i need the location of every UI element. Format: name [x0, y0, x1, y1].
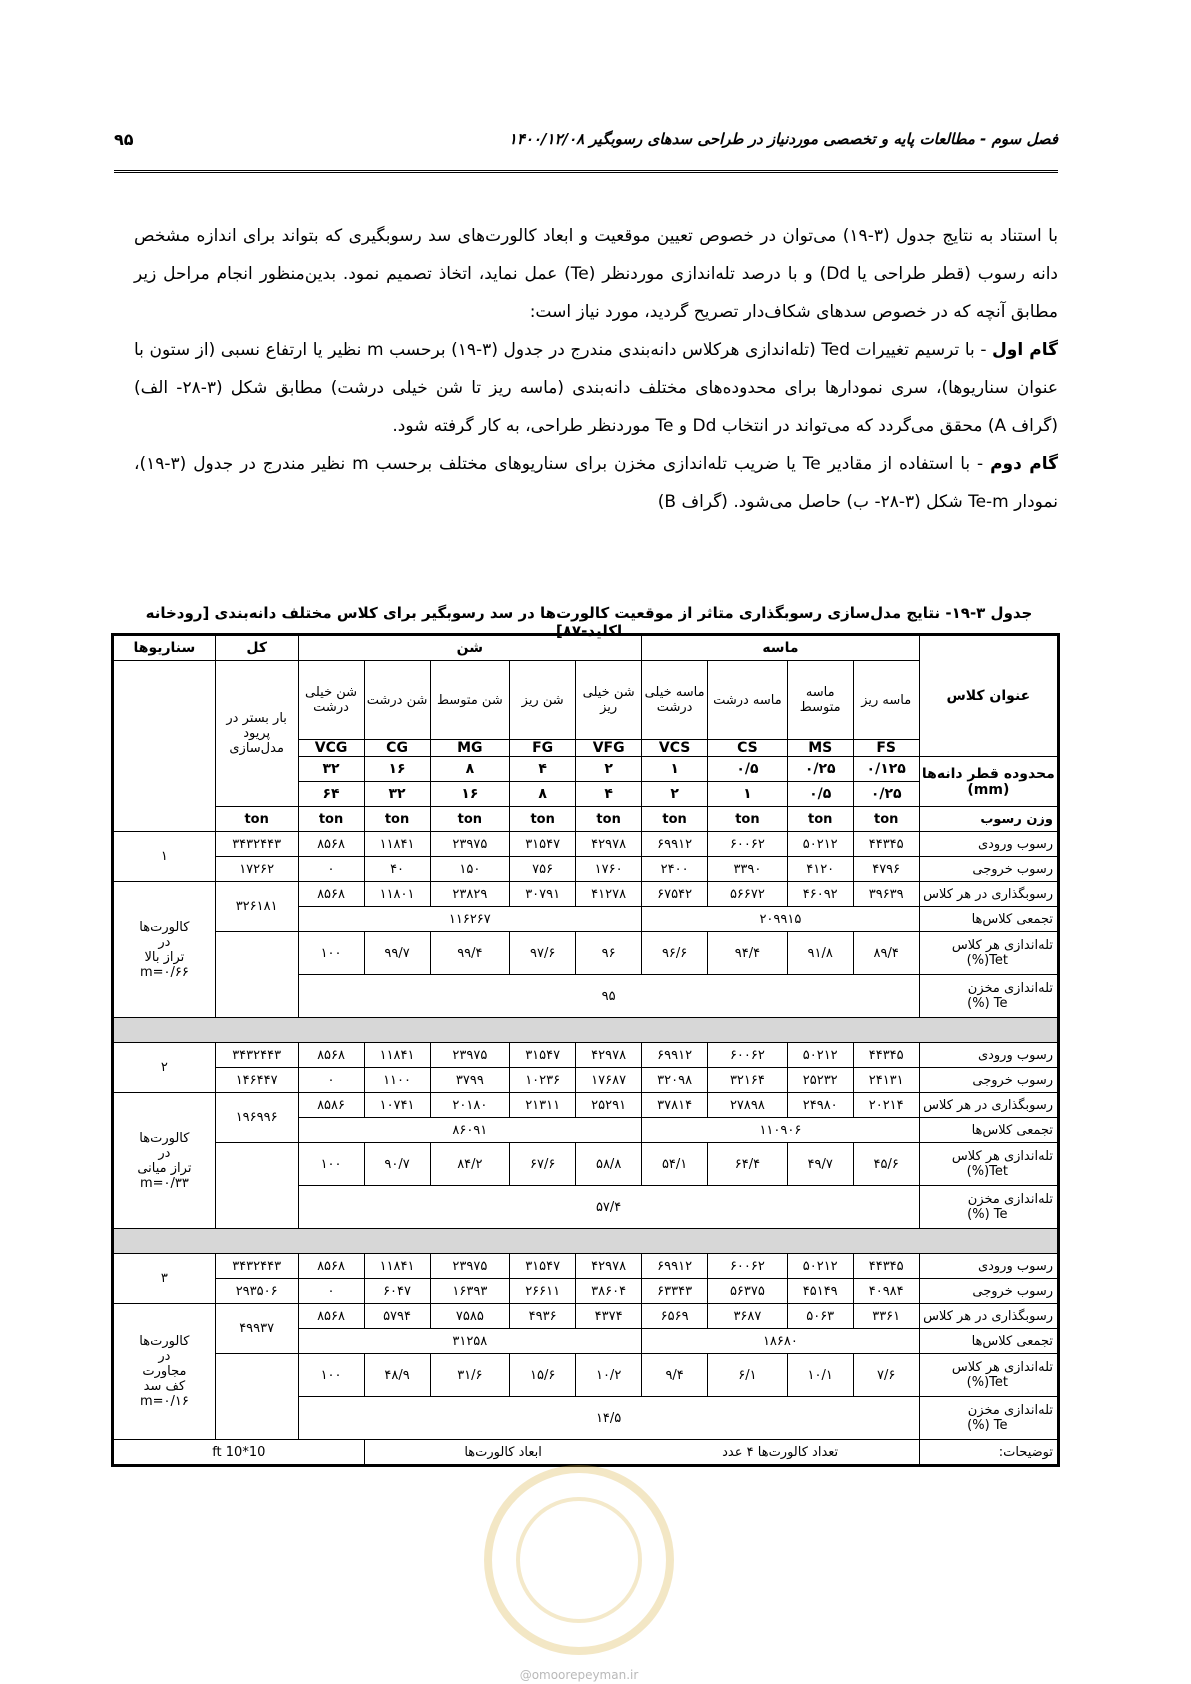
- value-deposition: ۱۱۸۰۱: [364, 882, 430, 907]
- scenario-desc-line: تراز میانی: [137, 1160, 192, 1176]
- header-class-title: عنوان کلاس: [919, 635, 1058, 757]
- footer-dims-value: 10*10 ft: [113, 1440, 365, 1466]
- body-text: [134, 217, 1058, 521]
- header-gravel-group: شن: [298, 635, 642, 661]
- header-class-name: ماسه ریز: [853, 661, 919, 740]
- value-out: ۴۷۹۶: [853, 857, 919, 882]
- value-in: ۲۳۹۷۵: [430, 1254, 510, 1279]
- row-label-aggregate: تجمعی کلاس‌ها: [919, 1329, 1058, 1354]
- row-label-out: رسوب خروجی: [919, 1068, 1058, 1093]
- unit-ton: ton: [364, 807, 430, 832]
- value-ted: ۴۹/۷: [787, 1143, 853, 1186]
- value-out-total: ۲۹۳۵۰۶: [215, 1279, 298, 1304]
- value-out: ۰: [298, 857, 364, 882]
- step-2-label: گام دوم: [990, 454, 1058, 474]
- te-unit: Te (%): [967, 1418, 1008, 1433]
- value-in: ۵۰۲۱۲: [787, 1043, 853, 1068]
- value-out-total: ۱۷۲۶۲: [215, 857, 298, 882]
- value-out: ۱۷۶۸۷: [576, 1068, 642, 1093]
- value-out: ۱۰۲۳۶: [510, 1068, 576, 1093]
- scenario-desc-line: کف سد: [143, 1379, 186, 1394]
- value-deposition: ۳۷۸۱۴: [642, 1093, 708, 1118]
- value-ted: ۹۰/۷: [364, 1143, 430, 1186]
- row-label-in: رسوب ورودی: [919, 832, 1058, 857]
- row-label-aggregate: تجمعی کلاس‌ها: [919, 907, 1058, 932]
- value-ted: ۸۴/۲: [430, 1143, 510, 1186]
- value-ted: ۹۹/۷: [364, 932, 430, 975]
- scenario-desc-line: در: [158, 934, 171, 950]
- value-deposition: ۲۱۳۱۱: [510, 1093, 576, 1118]
- step-1-text: - با ترسیم تغییرات Ted (تله‌اندازی هرکلاس دانه‌بندی مندرج در جدول (۳-۱۹) برحسب m نظیر یا ارتفاع نسبی (از ستون با عنوان سناریوها)، سری نمودارها برای محدوده‌های مختلف دانه‌بندی (ماسه ریز تا شن خیلی درشت) مطابق شکل (۳-۲۸- الف) (گراف A) محقق می‌گردد که می‌تواند در انتخاب Dd و Te موردنظر طراحی، به کار گرفته شود.: [134, 340, 1059, 436]
- paragraph-3: [134, 445, 1058, 521]
- value-aggregate-sand: ۱۱۰۹۰۶: [642, 1118, 920, 1143]
- blank-total-cell: [215, 932, 298, 1018]
- value-in-total: ۳۴۳۲۴۴۳: [215, 1254, 298, 1279]
- value-deposition: ۳۳۶۱: [853, 1304, 919, 1329]
- row-label-te: [919, 1397, 1058, 1440]
- value-out: ۰: [298, 1068, 364, 1093]
- unit-ton: ton: [510, 807, 576, 832]
- unit-ton: ton: [787, 807, 853, 832]
- value-in: ۳۱۵۴۷: [510, 1254, 576, 1279]
- scenario-id: ۲: [113, 1043, 216, 1093]
- value-deposition: ۴۱۲۷۸: [576, 882, 642, 907]
- value-deposition: ۴۹۳۶: [510, 1304, 576, 1329]
- scenario-desc-line: m=۰/۳۳: [139, 1175, 189, 1191]
- value-ted: ۱۰/۲: [576, 1354, 642, 1397]
- value-out: ۲۶۶۱۱: [510, 1279, 576, 1304]
- ted-unit: Tet(%): [966, 1164, 1008, 1179]
- value-out: ۴۰۹۸۴: [853, 1279, 919, 1304]
- value-deposition: ۶۵۶۹: [642, 1304, 708, 1329]
- range-label: محدوده قطر دانه‌ها (mm): [921, 765, 1055, 798]
- header-class-name: شن ریز: [510, 661, 576, 740]
- row-label-ted: [919, 1143, 1058, 1186]
- value-out: ۱۱۰۰: [364, 1068, 430, 1093]
- value-ted: ۳۱/۶: [430, 1354, 510, 1397]
- value-in: ۶۰۰۶۲: [708, 832, 788, 857]
- value-ted: ۹۶: [576, 932, 642, 975]
- scenario-desc-line: کالورت‌ها: [139, 919, 190, 935]
- value-ted: ۵۴/۱: [642, 1143, 708, 1186]
- value-in: ۲۳۹۷۵: [430, 832, 510, 857]
- footer-label: توضیحات:: [919, 1440, 1058, 1466]
- unit-ton: ton: [298, 807, 364, 832]
- value-out: ۶۰۴۷: [364, 1279, 430, 1304]
- value-aggregate-gravel: ۱۱۶۲۶۷: [298, 907, 642, 932]
- scenario-separator: [113, 1018, 1059, 1043]
- row-label-ted: [919, 1354, 1058, 1397]
- range-min: ۰/۲۵: [787, 757, 853, 782]
- value-deposition: ۲۳۸۲۹: [430, 882, 510, 907]
- te-label: تله‌اندازی مخزن: [967, 981, 1053, 996]
- header-class-code: CG: [364, 740, 430, 757]
- range-min: ۱۶: [364, 757, 430, 782]
- value-deposition: ۵۶۶۷۲: [708, 882, 788, 907]
- value-out: ۳۲۱۶۴: [708, 1068, 788, 1093]
- value-deposition-total: ۳۲۶۱۸۱: [215, 882, 298, 932]
- value-aggregate-gravel: ۳۱۲۵۸: [298, 1329, 642, 1354]
- value-deposition: ۵۰۶۳: [787, 1304, 853, 1329]
- unit-ton: ton: [576, 807, 642, 832]
- scenario-desc-line: m=۰/۶۶: [139, 964, 189, 980]
- unit-ton: ton: [853, 807, 919, 832]
- value-in: ۶۰۰۶۲: [708, 1254, 788, 1279]
- value-out: ۳۷۹۹: [430, 1068, 510, 1093]
- row-label-te: [919, 1186, 1058, 1229]
- value-deposition: ۸۵۶۸: [298, 882, 364, 907]
- row-label-in: رسوب ورودی: [919, 1254, 1058, 1279]
- header-sand-group: ماسه: [642, 635, 920, 661]
- value-ted: ۴۵/۶: [853, 1143, 919, 1186]
- step-2-text: - با استفاده از مقادیر Te یا ضریب تله‌اندازی مخزن برای سناریوهای مختلف برحسب m نظیر مندرج در جدول (۳-۱۹)، نمودار Te-m شکل (۳-۲۸- ب) حاصل می‌شود. (گراف B): [134, 454, 1058, 512]
- scenario-description: [113, 1304, 216, 1440]
- value-ted: ۸۹/۴: [853, 932, 919, 975]
- step-1-label: گام اول: [992, 340, 1059, 360]
- header-class-code: MS: [787, 740, 853, 757]
- value-ted: ۶/۱: [708, 1354, 788, 1397]
- range-min: ۰/۱۲۵: [853, 757, 919, 782]
- value-out: ۳۲۰۹۸: [642, 1068, 708, 1093]
- value-ted: ۱۰۰: [298, 1354, 364, 1397]
- value-in: ۶۹۹۱۲: [642, 1254, 708, 1279]
- row-label-out: رسوب خروجی: [919, 857, 1058, 882]
- value-out: ۶۳۳۴۳: [642, 1279, 708, 1304]
- header-class-code: MG: [430, 740, 510, 757]
- value-out: ۰: [298, 1279, 364, 1304]
- value-in: ۶۹۹۱۲: [642, 1043, 708, 1068]
- value-in: ۴۴۳۴۵: [853, 1254, 919, 1279]
- paragraph-2: [134, 331, 1058, 445]
- scenario-desc-line: تراز بالا: [144, 949, 185, 965]
- value-out: ۳۸۶۰۴: [576, 1279, 642, 1304]
- scenario-id: ۳: [113, 1254, 216, 1304]
- range-max: ۰/۲۵: [853, 782, 919, 807]
- value-in: ۱۱۸۴۱: [364, 832, 430, 857]
- value-out: ۲۴۱۳۱: [853, 1068, 919, 1093]
- value-deposition: ۷۵۸۵: [430, 1304, 510, 1329]
- header-class-name: ماسه متوسط: [787, 661, 853, 740]
- table-caption: جدول ۳-۱۹- نتایج مدل‌سازی رسوبگذاری متاثر از موقعیت کالورت‌ها در سد رسوبگیر برای کلاس مختلف دانه‌بندی [رودخانه اکلید-۸۷]: [145, 604, 1033, 640]
- unit-ton: ton: [642, 807, 708, 832]
- value-out: ۴۱۲۰: [787, 857, 853, 882]
- value-in: ۲۳۹۷۵: [430, 1043, 510, 1068]
- range-max: ۴: [576, 782, 642, 807]
- footer-culvert-count: تعداد کالورت‌ها ۴ عدد: [642, 1440, 920, 1466]
- header-class-code: VCS: [642, 740, 708, 757]
- range-min: ۴: [510, 757, 576, 782]
- row-label-aggregate: تجمعی کلاس‌ها: [919, 1118, 1058, 1143]
- header-total: کل: [215, 635, 298, 661]
- scenario-desc-line: در: [158, 1349, 171, 1364]
- range-max: ۳۲: [364, 782, 430, 807]
- value-deposition: ۱۰۷۴۱: [364, 1093, 430, 1118]
- footer-dims-label: ابعاد کالورت‌ها: [364, 1440, 642, 1466]
- value-te: ۵۷/۴: [298, 1186, 919, 1229]
- scenario-desc-line: مجاورت: [142, 1364, 187, 1379]
- value-in: ۶۰۰۶۲: [708, 1043, 788, 1068]
- te-label: تله‌اندازی مخزن: [967, 1192, 1053, 1207]
- value-deposition: ۲۴۹۸۰: [787, 1093, 853, 1118]
- value-deposition-total: ۱۹۶۹۹۶: [215, 1093, 298, 1143]
- blank-total-cell: [215, 1354, 298, 1440]
- header-scenarios: سناریوها: [113, 635, 216, 661]
- scenario-desc-line: کالورت‌ها: [139, 1334, 190, 1349]
- value-deposition: ۳۶۸۷: [708, 1304, 788, 1329]
- value-out: ۱۶۳۹۳: [430, 1279, 510, 1304]
- value-ted: ۱۰۰: [298, 1143, 364, 1186]
- value-deposition-total: ۴۹۹۳۷: [215, 1304, 298, 1354]
- range-min: ۰/۵: [708, 757, 788, 782]
- row-label-deposition: رسوبگذاری در هر کلاس: [919, 1093, 1058, 1118]
- value-in-total: ۳۴۳۲۴۴۳: [215, 1043, 298, 1068]
- page-header: [114, 128, 1058, 173]
- row-label-weight: وزن رسوب: [919, 807, 1058, 832]
- value-out: ۱۷۶۰: [576, 857, 642, 882]
- page-number: ۹۵: [114, 130, 134, 149]
- value-deposition: ۶۷۵۴۲: [642, 882, 708, 907]
- value-ted: ۹۶/۶: [642, 932, 708, 975]
- value-ted: ۱۵/۶: [510, 1354, 576, 1397]
- value-deposition: ۲۷۸۹۸: [708, 1093, 788, 1118]
- ted-label: تله‌اندازی هر کلاس: [951, 938, 1053, 953]
- scenario-description: [113, 1093, 216, 1229]
- value-ted: ۱۰/۱: [787, 1354, 853, 1397]
- scenario-desc-line: کالورت‌ها: [139, 1130, 190, 1146]
- value-out: ۲۴۰۰: [642, 857, 708, 882]
- value-ted: ۶۴/۴: [708, 1143, 788, 1186]
- paragraph-1: با استناد به نتایج جدول (۳-۱۹) می‌توان در خصوص تعیین موقعیت و ابعاد کالورت‌های سد رسوبگیری که بتواند برای اندازه مشخص دانه رسوب (قطر طراحی یا Dd) و با درصد تله‌اندازی موردنظر (Te) عمل نماید، اتخاذ تصمیم نمود. بدین‌منظور انجام مراحل زیر مطابق آنچه که در خصوص سدهای شکاف‌دار تصریح گردید، مورد نیاز است:: [134, 226, 1059, 322]
- value-in-total: ۳۴۳۲۴۴۳: [215, 832, 298, 857]
- header-class-name: شن درشت: [364, 661, 430, 740]
- header-class-code: FS: [853, 740, 919, 757]
- stamp-seal: [484, 1465, 674, 1655]
- value-out: ۵۶۳۷۵: [708, 1279, 788, 1304]
- value-deposition: ۲۰۱۸۰: [430, 1093, 510, 1118]
- scenario-id: ۱: [113, 832, 216, 882]
- value-ted: ۶۷/۶: [510, 1143, 576, 1186]
- range-max: ۶۴: [298, 782, 364, 807]
- value-te: ۱۴/۵: [298, 1397, 919, 1440]
- value-deposition: ۸۵۶۸: [298, 1304, 364, 1329]
- value-deposition: ۴۳۷۴: [576, 1304, 642, 1329]
- results-table: [111, 633, 1060, 1467]
- value-in: ۱۱۸۴۱: [364, 1043, 430, 1068]
- value-out: ۷۵۶: [510, 857, 576, 882]
- value-in: ۳۱۵۴۷: [510, 832, 576, 857]
- te-label: تله‌اندازی مخزن: [967, 1403, 1053, 1418]
- value-in: ۴۴۳۴۵: [853, 1043, 919, 1068]
- header-class-name: شن خیلی ریز: [576, 661, 642, 740]
- value-in: ۸۵۶۸: [298, 832, 364, 857]
- ted-unit: Tet(%): [966, 1375, 1008, 1390]
- chapter-title: فصل سوم - مطالعات پایه و تخصصی موردنیاز در طراحی سدهای رسوبگیر ۱۴۰۰/۱۲/۰۸: [508, 130, 1058, 148]
- value-in: ۴۴۳۴۵: [853, 832, 919, 857]
- value-out-total: ۱۴۶۴۴۷: [215, 1068, 298, 1093]
- range-min: ۲: [576, 757, 642, 782]
- range-max: ۲: [642, 782, 708, 807]
- value-ted: ۹۹/۴: [430, 932, 510, 975]
- value-te: ۹۵: [298, 975, 919, 1018]
- value-out: ۴۵۱۴۹: [787, 1279, 853, 1304]
- unit-ton: ton: [215, 807, 298, 832]
- value-out: ۳۳۹۰: [708, 857, 788, 882]
- row-label-out: رسوب خروجی: [919, 1279, 1058, 1304]
- value-ted: ۱۰۰: [298, 932, 364, 975]
- scenario-desc-line: در: [158, 1145, 171, 1161]
- row-label-ted: [919, 932, 1058, 975]
- range-max: ۰/۵: [787, 782, 853, 807]
- row-label-deposition: رسوبگذاری در هر کلاس: [919, 1304, 1058, 1329]
- scenario-description: [113, 882, 216, 1018]
- row-label-in: رسوب ورودی: [919, 1043, 1058, 1068]
- range-min: ۱: [642, 757, 708, 782]
- unit-ton: ton: [708, 807, 788, 832]
- value-ted: ۹۷/۶: [510, 932, 576, 975]
- header-class-code: FG: [510, 740, 576, 757]
- ted-label: تله‌اندازی هر کلاس: [951, 1149, 1053, 1164]
- value-in: ۴۲۹۷۸: [576, 1043, 642, 1068]
- range-min: ۳۲: [298, 757, 364, 782]
- te-unit: Te (%): [967, 1207, 1008, 1222]
- value-in: ۴۲۹۷۸: [576, 832, 642, 857]
- value-ted: ۹۴/۴: [708, 932, 788, 975]
- header-class-name: ماسه خیلی درشت: [642, 661, 708, 740]
- header-class-code: VFG: [576, 740, 642, 757]
- value-deposition: ۸۵۸۶: [298, 1093, 364, 1118]
- value-deposition: ۲۰۲۱۴: [853, 1093, 919, 1118]
- value-out: ۴۰: [364, 857, 430, 882]
- value-in: ۵۰۲۱۲: [787, 832, 853, 857]
- value-ted: ۹۱/۸: [787, 932, 853, 975]
- value-aggregate-sand: ۱۸۶۸۰: [642, 1329, 920, 1354]
- value-out: ۱۵۰: [430, 857, 510, 882]
- value-in: ۸۵۶۸: [298, 1043, 364, 1068]
- row-label-range: [919, 757, 1058, 807]
- header-class-code: CS: [708, 740, 788, 757]
- value-deposition: ۵۷۹۴: [364, 1304, 430, 1329]
- value-deposition: ۳۹۶۳۹: [853, 882, 919, 907]
- value-ted: ۵۸/۸: [576, 1143, 642, 1186]
- value-in: ۵۰۲۱۲: [787, 1254, 853, 1279]
- value-deposition: ۲۵۲۹۱: [576, 1093, 642, 1118]
- watermark-text: @omoorepeyman.ir: [519, 1668, 639, 1682]
- value-ted: ۷/۶: [853, 1354, 919, 1397]
- header-class-name: شن متوسط: [430, 661, 510, 740]
- header-class-name: شن خیلی درشت: [298, 661, 364, 740]
- range-max: ۱: [708, 782, 788, 807]
- value-aggregate-gravel: ۸۶۰۹۱: [298, 1118, 642, 1143]
- scenario-separator: [113, 1229, 1059, 1254]
- value-aggregate-sand: ۲۰۹۹۱۵: [642, 907, 920, 932]
- row-label-te: [919, 975, 1058, 1018]
- ted-unit: Tet(%): [966, 953, 1008, 968]
- unit-ton: ton: [430, 807, 510, 832]
- header-class-code: VCG: [298, 740, 364, 757]
- header-total-desc: بار بستر در پریود مدل‌سازی: [215, 661, 298, 807]
- range-max: ۸: [510, 782, 576, 807]
- blank-total-cell: [215, 1143, 298, 1229]
- value-out: ۲۵۲۳۲: [787, 1068, 853, 1093]
- scenario-desc-line: m=۰/۱۶: [139, 1394, 189, 1409]
- te-unit: Te (%): [967, 996, 1008, 1011]
- range-min: ۸: [430, 757, 510, 782]
- value-ted: ۹/۴: [642, 1354, 708, 1397]
- value-deposition: ۳۰۷۹۱: [510, 882, 576, 907]
- header-blank: [113, 661, 216, 832]
- value-deposition: ۴۶۰۹۲: [787, 882, 853, 907]
- value-in: ۳۱۵۴۷: [510, 1043, 576, 1068]
- value-in: ۸۵۶۸: [298, 1254, 364, 1279]
- range-max: ۱۶: [430, 782, 510, 807]
- row-label-deposition: رسوبگذاری در هر کلاس: [919, 882, 1058, 907]
- value-in: ۱۱۸۴۱: [364, 1254, 430, 1279]
- value-in: ۶۹۹۱۲: [642, 832, 708, 857]
- header-class-name: ماسه درشت: [708, 661, 788, 740]
- ted-label: تله‌اندازی هر کلاس: [951, 1360, 1053, 1375]
- value-ted: ۴۸/۹: [364, 1354, 430, 1397]
- value-in: ۴۲۹۷۸: [576, 1254, 642, 1279]
